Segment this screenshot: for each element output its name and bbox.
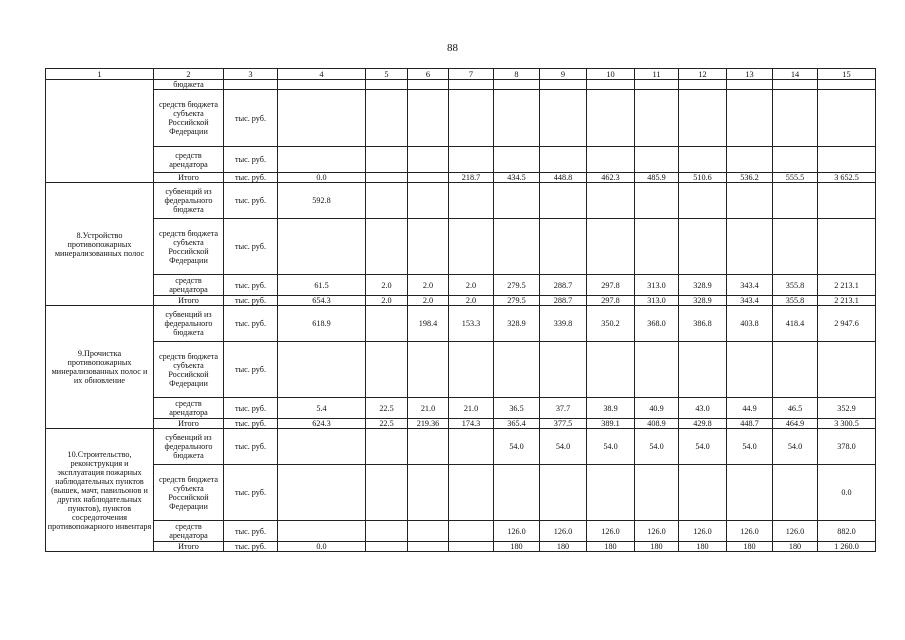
value-cell <box>540 80 587 90</box>
value-cell <box>540 342 587 398</box>
value-cell <box>366 80 408 90</box>
value-cell: 555.5 <box>773 173 818 183</box>
value-cell <box>494 80 540 90</box>
value-cell: 464.9 <box>773 419 818 429</box>
value-cell <box>587 219 635 275</box>
value-cell: 36.5 <box>494 398 540 419</box>
value-cell: 126.0 <box>494 521 540 542</box>
table-row <box>46 398 876 419</box>
value-cell <box>366 183 408 219</box>
budget-table <box>45 68 876 552</box>
value-cell: 54.0 <box>540 429 587 465</box>
funding-source-cell: Итого <box>154 296 224 306</box>
value-cell: 174.3 <box>449 419 494 429</box>
value-cell <box>773 90 818 147</box>
value-cell: 328.9 <box>679 275 727 296</box>
value-cell: 339.8 <box>540 306 587 342</box>
value-cell <box>727 80 773 90</box>
value-cell <box>818 147 876 173</box>
value-cell <box>540 147 587 173</box>
value-cell: 218.7 <box>449 173 494 183</box>
value-cell <box>540 219 587 275</box>
table-row <box>46 419 876 429</box>
value-cell <box>494 147 540 173</box>
table-row <box>46 465 876 521</box>
value-cell <box>366 306 408 342</box>
value-cell: 54.0 <box>635 429 679 465</box>
value-cell <box>635 147 679 173</box>
value-cell: 313.0 <box>635 275 679 296</box>
value-cell <box>635 183 679 219</box>
value-cell <box>818 90 876 147</box>
table-row <box>46 90 876 147</box>
unit-cell: тыс. руб. <box>224 275 278 296</box>
value-cell: 198.4 <box>408 306 449 342</box>
value-cell <box>278 342 366 398</box>
value-cell <box>408 80 449 90</box>
value-cell <box>818 183 876 219</box>
unit-cell: тыс. руб. <box>224 342 278 398</box>
value-cell <box>727 147 773 173</box>
value-cell <box>540 465 587 521</box>
value-cell: 46.5 <box>773 398 818 419</box>
value-cell: 54.0 <box>679 429 727 465</box>
value-cell: 3 300.5 <box>818 419 876 429</box>
value-cell <box>449 342 494 398</box>
value-cell <box>408 90 449 147</box>
value-cell: 38.9 <box>587 398 635 419</box>
value-cell <box>635 90 679 147</box>
table-row <box>46 275 876 296</box>
col-header: 13 <box>727 69 773 80</box>
value-cell: 2.0 <box>408 296 449 306</box>
value-cell <box>540 90 587 147</box>
value-cell <box>587 465 635 521</box>
value-cell <box>818 219 876 275</box>
value-cell: 61.5 <box>278 275 366 296</box>
value-cell: 54.0 <box>727 429 773 465</box>
value-cell: 22.5 <box>366 398 408 419</box>
value-cell: 448.8 <box>540 173 587 183</box>
value-cell: 54.0 <box>494 429 540 465</box>
value-cell <box>366 90 408 147</box>
col-header: 10 <box>587 69 635 80</box>
value-cell: 882.0 <box>818 521 876 542</box>
activity-name-cell: 8.Устройство противопожарных минерализованных полос <box>46 183 154 306</box>
value-cell <box>679 90 727 147</box>
value-cell <box>408 429 449 465</box>
value-cell: 297.8 <box>587 296 635 306</box>
value-cell <box>408 521 449 542</box>
value-cell: 126.0 <box>635 521 679 542</box>
value-cell <box>587 80 635 90</box>
value-cell <box>773 219 818 275</box>
value-cell: 368.0 <box>635 306 679 342</box>
value-cell: 37.7 <box>540 398 587 419</box>
value-cell <box>773 147 818 173</box>
value-cell: 536.2 <box>727 173 773 183</box>
value-cell: 126.0 <box>773 521 818 542</box>
value-cell <box>449 465 494 521</box>
value-cell: 485.9 <box>635 173 679 183</box>
value-cell <box>635 342 679 398</box>
value-cell <box>679 465 727 521</box>
unit-cell: тыс. руб. <box>224 147 278 173</box>
value-cell: 2 213.1 <box>818 296 876 306</box>
value-cell: 355.8 <box>773 275 818 296</box>
value-cell: 21.0 <box>449 398 494 419</box>
table-row <box>46 296 876 306</box>
value-cell: 386.8 <box>679 306 727 342</box>
table-row <box>46 80 876 90</box>
value-cell: 2 213.1 <box>818 275 876 296</box>
value-cell <box>366 219 408 275</box>
value-cell: 54.0 <box>773 429 818 465</box>
value-cell <box>773 183 818 219</box>
col-header: 1 <box>46 69 154 80</box>
page-number: 88 <box>447 42 458 54</box>
value-cell: 126.0 <box>727 521 773 542</box>
unit-cell: тыс. руб. <box>224 296 278 306</box>
value-cell <box>587 183 635 219</box>
value-cell: 180 <box>773 542 818 552</box>
col-header: 14 <box>773 69 818 80</box>
col-header: 9 <box>540 69 587 80</box>
value-cell: 44.9 <box>727 398 773 419</box>
value-cell: 219.36 <box>408 419 449 429</box>
value-cell: 624.3 <box>278 419 366 429</box>
value-cell: 54.0 <box>587 429 635 465</box>
col-header: 5 <box>366 69 408 80</box>
unit-cell: тыс. руб. <box>224 398 278 419</box>
value-cell <box>278 90 366 147</box>
table-row <box>46 342 876 398</box>
value-cell <box>773 80 818 90</box>
value-cell: 288.7 <box>540 296 587 306</box>
value-cell <box>587 147 635 173</box>
col-header: 11 <box>635 69 679 80</box>
value-cell: 2 947.6 <box>818 306 876 342</box>
value-cell <box>366 521 408 542</box>
value-cell: 355.8 <box>773 296 818 306</box>
value-cell: 180 <box>635 542 679 552</box>
value-cell: 2.0 <box>449 296 494 306</box>
table-row <box>46 542 876 552</box>
funding-source-cell: средств арендатора <box>154 275 224 296</box>
value-cell <box>366 429 408 465</box>
col-header: 4 <box>278 69 366 80</box>
value-cell: 279.5 <box>494 296 540 306</box>
value-cell: 3 652.5 <box>818 173 876 183</box>
value-cell <box>449 542 494 552</box>
col-header: 7 <box>449 69 494 80</box>
unit-cell: тыс. руб. <box>224 429 278 465</box>
value-cell <box>366 342 408 398</box>
col-header: 6 <box>408 69 449 80</box>
value-cell <box>679 80 727 90</box>
funding-source-cell: Итого <box>154 173 224 183</box>
value-cell <box>494 90 540 147</box>
value-cell: 126.0 <box>540 521 587 542</box>
value-cell: 592.8 <box>278 183 366 219</box>
col-header: 3 <box>224 69 278 80</box>
unit-cell: тыс. руб. <box>224 173 278 183</box>
value-cell: 2.0 <box>449 275 494 296</box>
value-cell: 2.0 <box>408 275 449 296</box>
value-cell <box>679 183 727 219</box>
value-cell <box>366 542 408 552</box>
col-header: 15 <box>818 69 876 80</box>
value-cell: 22.5 <box>366 419 408 429</box>
col-header: 2 <box>154 69 224 80</box>
value-cell <box>727 219 773 275</box>
value-cell: 510.6 <box>679 173 727 183</box>
value-cell <box>278 465 366 521</box>
unit-cell: тыс. руб. <box>224 306 278 342</box>
value-cell: 0.0 <box>818 465 876 521</box>
unit-cell: тыс. руб. <box>224 90 278 147</box>
value-cell <box>449 521 494 542</box>
value-cell <box>408 173 449 183</box>
activity-name-cell <box>46 80 154 183</box>
funding-source-cell: средств бюджета субъекта Российской Федерации <box>154 342 224 398</box>
activity-name-cell: 10.Строительство, реконструкция и эксплуатация пожарных наблюдательных пунктов (вышек, мачт, павильонов и других наблюдательных пунктов), пунктов сосредоточения противопожарного инвентаря <box>46 429 154 552</box>
value-cell <box>727 183 773 219</box>
value-cell <box>635 465 679 521</box>
value-cell: 313.0 <box>635 296 679 306</box>
value-cell: 328.9 <box>494 306 540 342</box>
value-cell <box>366 465 408 521</box>
funding-source-cell: средств бюджета субъекта Российской Федерации <box>154 219 224 275</box>
value-cell <box>408 342 449 398</box>
funding-source-cell: субвенций из федерального бюджета <box>154 429 224 465</box>
funding-source-cell: средств арендатора <box>154 521 224 542</box>
value-cell <box>366 173 408 183</box>
funding-source-cell: бюджета <box>154 80 224 90</box>
unit-cell <box>224 80 278 90</box>
funding-source-cell: Итого <box>154 419 224 429</box>
value-cell: 618.9 <box>278 306 366 342</box>
value-cell <box>494 219 540 275</box>
value-cell: 126.0 <box>679 521 727 542</box>
value-cell: 2.0 <box>366 296 408 306</box>
value-cell <box>679 147 727 173</box>
value-cell: 40.9 <box>635 398 679 419</box>
value-cell: 180 <box>679 542 727 552</box>
value-cell <box>408 219 449 275</box>
value-cell <box>278 80 366 90</box>
value-cell <box>494 342 540 398</box>
value-cell <box>773 465 818 521</box>
funding-source-cell: субвенций из федерального бюджета <box>154 306 224 342</box>
unit-cell: тыс. руб. <box>224 542 278 552</box>
funding-source-cell: Итого <box>154 542 224 552</box>
value-cell: 279.5 <box>494 275 540 296</box>
value-cell <box>494 465 540 521</box>
value-cell: 180 <box>587 542 635 552</box>
value-cell: 352.9 <box>818 398 876 419</box>
value-cell: 43.0 <box>679 398 727 419</box>
table-row <box>46 219 876 275</box>
value-cell <box>278 219 366 275</box>
value-cell <box>679 342 727 398</box>
value-cell: 378.0 <box>818 429 876 465</box>
value-cell <box>408 542 449 552</box>
value-cell: 434.5 <box>494 173 540 183</box>
col-header: 8 <box>494 69 540 80</box>
value-cell: 1 260.0 <box>818 542 876 552</box>
value-cell <box>587 90 635 147</box>
value-cell: 2.0 <box>366 275 408 296</box>
value-cell: 126.0 <box>587 521 635 542</box>
value-cell <box>773 342 818 398</box>
value-cell: 180 <box>494 542 540 552</box>
col-header: 12 <box>679 69 727 80</box>
value-cell <box>494 183 540 219</box>
value-cell: 328.9 <box>679 296 727 306</box>
value-cell <box>449 219 494 275</box>
value-cell: 343.4 <box>727 296 773 306</box>
value-cell <box>278 521 366 542</box>
table-row <box>46 183 876 219</box>
value-cell: 297.8 <box>587 275 635 296</box>
table-row <box>46 521 876 542</box>
unit-cell: тыс. руб. <box>224 219 278 275</box>
funding-source-cell: средств арендатора <box>154 398 224 419</box>
value-cell <box>408 183 449 219</box>
table-row <box>46 147 876 173</box>
value-cell <box>540 183 587 219</box>
value-cell <box>278 429 366 465</box>
value-cell: 654.3 <box>278 296 366 306</box>
value-cell: 429.8 <box>679 419 727 429</box>
unit-cell: тыс. руб. <box>224 521 278 542</box>
value-cell: 403.8 <box>727 306 773 342</box>
table-row <box>46 429 876 465</box>
activity-name-cell: 9.Прочистка противопожарных минерализованных полос и их обновление <box>46 306 154 429</box>
value-cell <box>449 147 494 173</box>
value-cell: 0.0 <box>278 173 366 183</box>
value-cell <box>818 342 876 398</box>
value-cell: 21.0 <box>408 398 449 419</box>
value-cell <box>449 429 494 465</box>
funding-source-cell: средств бюджета субъекта Российской Федерации <box>154 465 224 521</box>
funding-source-cell: средств бюджета субъекта Российской Федерации <box>154 90 224 147</box>
value-cell <box>449 183 494 219</box>
value-cell: 389.1 <box>587 419 635 429</box>
value-cell: 462.3 <box>587 173 635 183</box>
table-row <box>46 306 876 342</box>
unit-cell: тыс. руб. <box>224 419 278 429</box>
funding-source-cell: средств арендатора <box>154 147 224 173</box>
value-cell <box>727 342 773 398</box>
column-header-row <box>46 69 876 80</box>
value-cell: 365.4 <box>494 419 540 429</box>
value-cell: 343.4 <box>727 275 773 296</box>
value-cell: 0.0 <box>278 542 366 552</box>
value-cell <box>818 80 876 90</box>
value-cell: 408.9 <box>635 419 679 429</box>
table-row <box>46 173 876 183</box>
value-cell <box>278 147 366 173</box>
value-cell <box>635 219 679 275</box>
value-cell: 350.2 <box>587 306 635 342</box>
value-cell: 5.4 <box>278 398 366 419</box>
value-cell <box>587 342 635 398</box>
unit-cell: тыс. руб. <box>224 465 278 521</box>
value-cell <box>449 90 494 147</box>
value-cell: 180 <box>540 542 587 552</box>
value-cell: 288.7 <box>540 275 587 296</box>
value-cell <box>727 90 773 147</box>
value-cell: 153.3 <box>449 306 494 342</box>
value-cell <box>449 80 494 90</box>
value-cell <box>408 147 449 173</box>
value-cell <box>635 80 679 90</box>
unit-cell: тыс. руб. <box>224 183 278 219</box>
value-cell <box>727 465 773 521</box>
value-cell: 377.5 <box>540 419 587 429</box>
value-cell: 418.4 <box>773 306 818 342</box>
value-cell <box>366 147 408 173</box>
value-cell: 448.7 <box>727 419 773 429</box>
value-cell <box>679 219 727 275</box>
value-cell <box>408 465 449 521</box>
value-cell: 180 <box>727 542 773 552</box>
funding-source-cell: субвенций из федерального бюджета <box>154 183 224 219</box>
